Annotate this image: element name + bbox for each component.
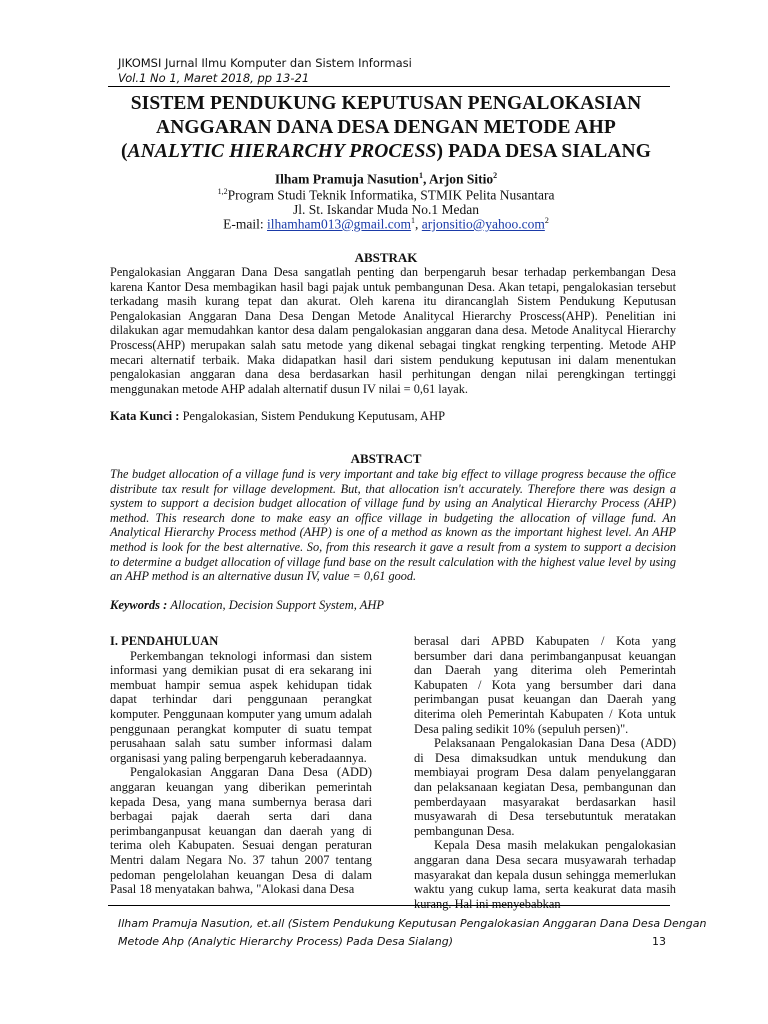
keywords-text: Allocation, Decision Support System, AHP: [170, 598, 385, 612]
title-paren-open: (: [121, 141, 128, 162]
intro-paragraph-2: Pengalokasian Anggaran Dana Desa (ADD) anggaran keuangan yang diberikan pemerintah kepada Desa, yang mana sumbernya berasa dari berbagai pajak daerah serta dari dana perimbanganpusat keuangan dan daerah yang di terima oleh Kabupaten. Sesuai dengan peraturan Mentri dalam Negara No. 37 tahun 2007 tentang pedoman pengelolahan keuangan Desa di dalam Pasal 18 menyatakan bahwa, "Alokasi dana Desa: [110, 765, 372, 897]
section-heading-pendahuluan: I. PENDAHULUAN: [110, 634, 219, 648]
author-1-sup: 1: [418, 171, 423, 180]
paper-title-line-1: SISTEM PENDUKUNG KEPUTUSAN PENGALOKASIAN: [130, 93, 642, 114]
affiliation-sup: 1,2: [217, 187, 228, 196]
abstract-body: The budget allocation of a village fund is very important and take big effect to village progress because the office distribute tax result for village development. But, that allocation isn't accurately. Therefore there was design a system to support a decision budget allocation of village fund by using an Analytical Hierarchy Process (AHP) method. This research done to make easy an office village in budgeting the allocation of village fund. An Analytical Hierarchy Process method (AHP) is one of a method as known as the important highest level. An AHP method is look for the best alternative. So, from this research it gave a result from a system to support a decision to determine a budget allocation of village fund base on the result calculation with the highest value level by using an AHP method is an alternative dusun IV, value = 0,61 good.: [110, 467, 676, 584]
author-list: [96, 171, 676, 188]
kata-kunci-text: Pengalokasian, Sistem Pendukung Keputusam, AHP: [182, 409, 446, 423]
email-link-1[interactable]: ilhamham013@gmail.com: [267, 216, 412, 232]
intro-paragraph-4: Kepala Desa masih melakukan pengalokasian anggaran dana Desa secara musyawarah terhadap masyarakat dan kepala dusun sehingga memerlukan waktu yang cukup lama, serta keakurat data masih kurang. Hal ini menyebabkan: [414, 838, 676, 911]
keywords-label: Keywords :: [110, 598, 171, 612]
body-column-left: [110, 634, 372, 897]
page-number: 13: [652, 935, 666, 948]
abstrak-heading: ABSTRAK: [354, 250, 418, 265]
journal-name: JIKOMSI Jurnal Ilmu Komputer dan Sistem Informasi: [118, 56, 412, 70]
email-2-sup: 2: [544, 216, 549, 225]
email-separator: ,: [415, 216, 422, 232]
abstrak-body: Pengalokasian Anggaran Dana Desa sangatlah penting dan berpengaruh besar terhadap perkembangan Desa karena Kantor Desa membagikan hasil bagi pajak untuk pembangunan Desa. Akan tetapi, pengalokasian tersebut terkadang masih kurang tepat dan akurat. Oleh karena itu dirancanglah Sistem Pendukung Keputusan Pengalokasian Anggaran Dana Desa Dengan Metode Analitycal Hierarchy Proscess(AHP). Penelitian ini dilakukan agar memudahkan kantor desa dalam pengalokasian anggaran dana desa. Metode Analitycal Hierarchy Proscess(AHP) merupakan salah satu metode yang dikenal sebagai tingkat rengking terpenting. Metode AHP mecari alternatif terbaik. Maka didapatkan hasil dari sistem pendukung keputusan ini dalam menentukan pengalokasian anggaran dana desa berdasarkan hasil perhitungan dengan nilai perengkingan tertinggi menggunakan metode AHP adalah alternatif dusun IV nilai = 0,61 layak.: [110, 265, 676, 396]
kata-kunci: [110, 409, 445, 424]
email-1-sup: 1: [411, 216, 416, 225]
author-separator: ,: [422, 171, 429, 187]
intro-paragraph-1: Perkembangan teknologi informasi dan sistem informasi yang demikian pusat di era sekarang ini membuat hampir semua aspek kehidupan tidak dapat terhindar dari penggunaan perangkat komputer. Penggunaan komputer yang umum adalah penggunaan perangkat komputer di suatu tempat perusahaan salah satu sumber informasi dalam organisasi yang paling berpengaruh keberadaannya.: [110, 648, 372, 765]
email-line: [96, 216, 676, 233]
intro-paragraph-2-continued: berasal dari APBD Kabupaten / Kota yang bersumber dari dana perimbanganpusat keuangan dan Daerah yang diterima oleh Pemerintah Kabupaten / Kota yang bersumber dari dana perimbangan pusat keuangan dan Daerah yang diterima oleh Pemerintah Kabupaten / Kota untuk Desa paling sedikit 10% (sepuluh persen)".: [414, 634, 676, 736]
kata-kunci-label: Kata Kunci :: [110, 409, 183, 423]
author-2-sup: 2: [493, 171, 498, 180]
author-1: Ilham Pramuja Nasution: [274, 171, 419, 187]
abstract-heading: ABSTRACT: [350, 451, 422, 466]
title-italic-term: ANALYTIC HIERARCHY PROCESS: [127, 141, 437, 162]
paper-title-line-3: [96, 140, 676, 164]
footer-rule: [108, 905, 670, 906]
keywords: [110, 598, 384, 613]
email-link-2[interactable]: arjonsitio@yahoo.com: [421, 216, 545, 232]
affiliation-program: Program Studi Teknik Informatika, STMIK Pelita Nusantara: [227, 187, 555, 203]
author-2: Arjon Sitio: [428, 171, 494, 187]
intro-paragraph-3: Pelaksanaan Pengalokasian Dana Desa (ADD) di Desa dimaksudkan untuk mendukung dan membiayai program Desa dalam penyelanggaran dan pelaksanaan kegiatan Desa, pembangunan dan pemberdayaan masyarakat berdasarkan hasil musyawarah di Desa tersebutuntuk meratakan pembangunan Desa.: [414, 736, 676, 838]
affiliation-address: Jl. St. Iskandar Muda No.1 Medan: [293, 202, 479, 217]
header-rule: [108, 86, 670, 87]
paper-title-line-2: ANGGARAN DANA DESA DENGAN METODE AHP: [156, 117, 616, 138]
footer-citation-line-2: Metode Ahp (Analytic Hierarchy Process) Pada Desa Sialang): [118, 935, 454, 948]
email-label: E-mail:: [223, 216, 268, 232]
body-column-right: [414, 634, 676, 911]
title-line-3-rest: ) PADA DESA SIALANG: [436, 141, 651, 162]
journal-volume: Vol.1 No 1, Maret 2018, pp 13-21: [118, 71, 310, 85]
footer-citation-line-1: Ilham Pramuja Nasution, et.all (Sistem Pendukung Keputusan Pengalokasian Anggaran Dana Desa Dengan: [118, 917, 707, 930]
